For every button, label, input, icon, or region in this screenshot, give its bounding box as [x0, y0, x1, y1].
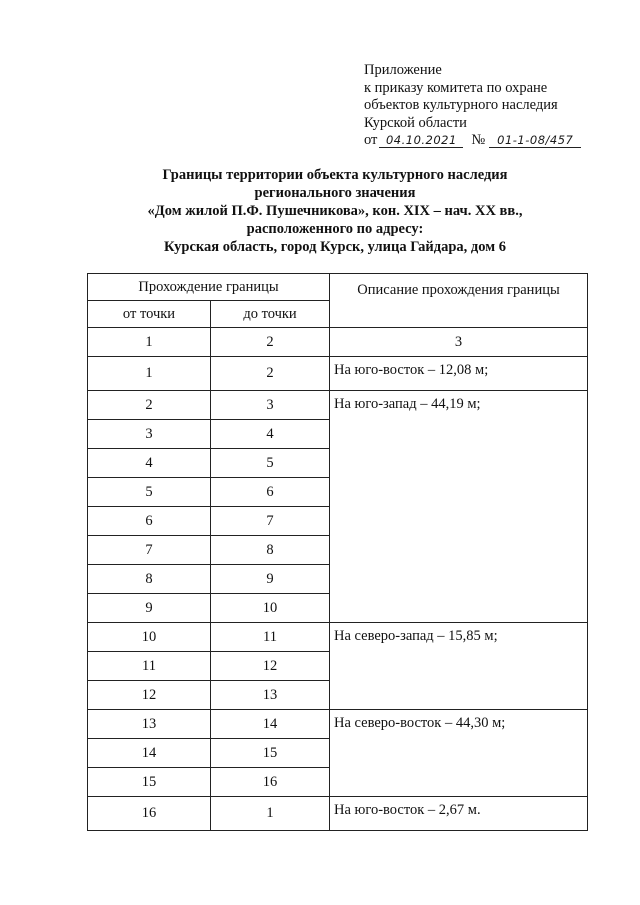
table-numbering-row: [88, 328, 588, 357]
appendix-line: Курской области: [364, 114, 467, 131]
boundary-description: На северо-восток – 44,30 м;: [330, 710, 588, 797]
to-point-cell: 5: [211, 449, 330, 478]
column-number: 3: [330, 328, 588, 357]
order-reference: [364, 132, 581, 150]
to-point-cell: 12: [211, 652, 330, 681]
to-point-cell: 14: [211, 710, 330, 739]
table-row: [88, 710, 588, 739]
to-point-cell: 3: [211, 391, 330, 420]
from-label: от: [364, 132, 378, 148]
to-point-cell: 13: [211, 681, 330, 710]
to-point-cell: 10: [211, 594, 330, 623]
to-point-cell: 7: [211, 507, 330, 536]
table-row: [88, 623, 588, 652]
title-line: расположенного по адресу:: [246, 221, 424, 237]
from-point-cell: 4: [88, 449, 211, 478]
handwritten-number: 01-1-08/457: [489, 133, 581, 148]
table-row: [88, 391, 588, 420]
to-point-cell: 1: [211, 797, 330, 831]
from-point-cell: 9: [88, 594, 211, 623]
to-point-cell: 15: [211, 739, 330, 768]
from-point-cell: 10: [88, 623, 211, 652]
from-point-cell: 2: [88, 391, 211, 420]
appendix-line: Приложение: [364, 62, 442, 78]
from-point-cell: 1: [88, 357, 211, 391]
boundary-description: На северо-запад – 15,85 м;: [330, 623, 588, 710]
to-point-cell: 9: [211, 565, 330, 594]
from-point-cell: 8: [88, 565, 211, 594]
from-point-cell: 12: [88, 681, 211, 710]
to-point-cell: 4: [211, 420, 330, 449]
to-point-cell: 16: [211, 768, 330, 797]
boundary-description: На юго-запад – 44,19 м;: [330, 391, 588, 623]
column-number: 1: [88, 328, 211, 357]
to-point-cell: 11: [211, 623, 330, 652]
header-description: Описание прохождения границы: [330, 274, 588, 328]
from-point-cell: 5: [88, 478, 211, 507]
header-passage: Прохождение границы: [88, 274, 330, 301]
table-header-row: [88, 274, 588, 301]
to-point-cell: 8: [211, 536, 330, 565]
appendix-line: к приказу комитета по охране: [364, 79, 548, 96]
title-line: регионального значения: [254, 185, 416, 201]
from-point-cell: 3: [88, 420, 211, 449]
title-line: Границы территории объекта культурного наследия: [162, 167, 508, 183]
document-title: [70, 166, 600, 256]
table-row: [88, 357, 588, 391]
from-point-cell: 16: [88, 797, 211, 831]
appendix-line: объектов культурного наследия: [364, 97, 558, 113]
to-point-cell: 6: [211, 478, 330, 507]
from-point-cell: 14: [88, 739, 211, 768]
from-point-cell: 13: [88, 710, 211, 739]
title-line: «Дом жилой П.Ф. Пушечникова», кон. XIX – нач. XX вв.,: [147, 203, 523, 219]
boundary-table: [87, 273, 588, 831]
boundary-description: На юго-восток – 2,67 м.: [330, 797, 588, 831]
appendix-block: [364, 62, 581, 150]
from-point-cell: 15: [88, 768, 211, 797]
column-number: 2: [211, 328, 330, 357]
title-line: Курская область, город Курск, улица Гайдара, дом 6: [164, 239, 506, 255]
boundary-description: На юго-восток – 12,08 м;: [330, 357, 588, 391]
handwritten-date: 04.10.2021: [379, 133, 463, 148]
from-point-cell: 7: [88, 536, 211, 565]
to-point-cell: 2: [211, 357, 330, 391]
from-point-cell: 6: [88, 507, 211, 536]
table-row: [88, 797, 588, 831]
number-label: №: [471, 132, 486, 148]
from-point-cell: 11: [88, 652, 211, 681]
header-to-point: до точки: [211, 301, 330, 328]
header-from-point: от точки: [88, 301, 211, 328]
